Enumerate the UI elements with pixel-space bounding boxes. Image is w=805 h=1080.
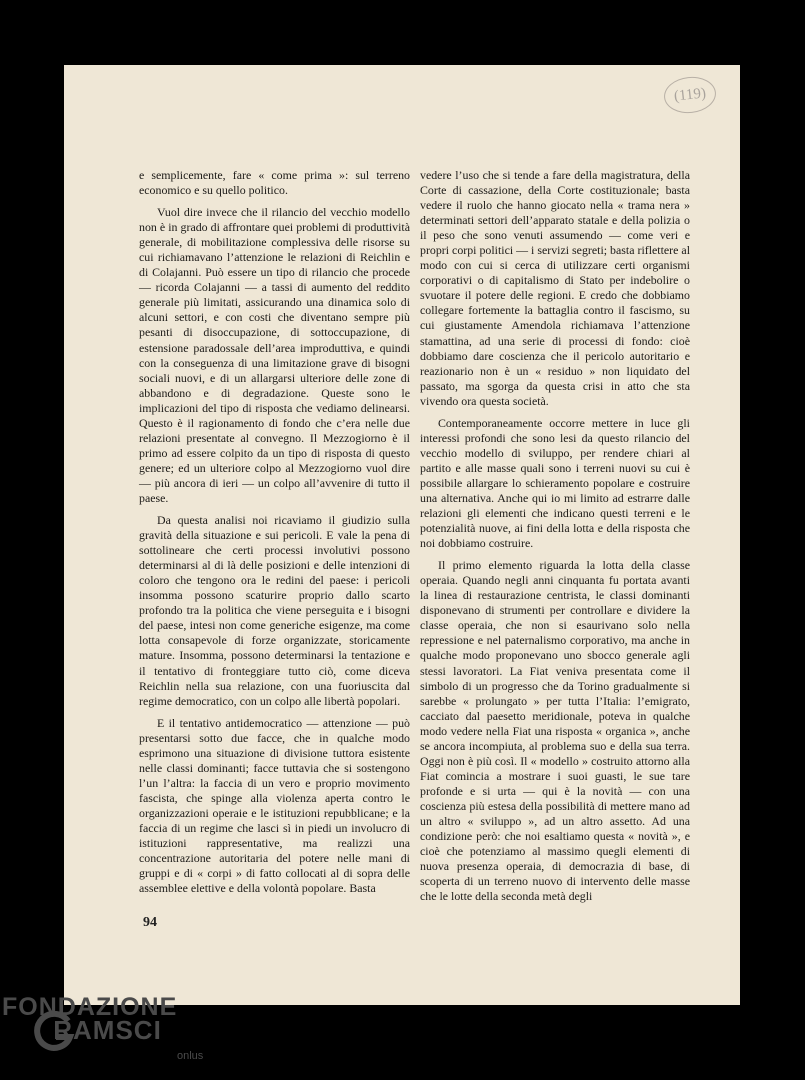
watermark-line2-text: RAMSCI — [53, 1015, 162, 1045]
fondazione-gramsci-watermark — [2, 993, 242, 1077]
paragraph: Il primo elemento riguarda la lotta della classe operaia. Quando negli anni cinquanta fu portata avanti la linea di restaurazione centrista, le classi dominanti disponevano di strumenti per controllare e dividere la classe operaia, che non si esaurivano solo nella repressione e nel paternalismo corporativo, ma anche in qualche modo proponevano uno sbocco generale agli stessi lavoratori. La Fiat veniva presentata come il simbolo di un progresso che da Torino gradualmente si sarebbe « prolungato » per tutta l’Italia: l’emigrato, cacciato dal paesetto meridionale, poteva in qualche modo vedere nella Fiat una risposta « organica », anche se ancora incompiuta, al problema suo e della sua terra. Oggi non è più così. Il « modello » costruito attorno alla Fiat comincia a mostrare i suoi guasti, le sue tare profonde e si urta — qui è la novità — con una coscienza più estesa della possibilità di mettere mano ad un altro « sviluppo », ad un altro assetto. Ad una condizione però: che noi esaltiamo questa « novità », e cioè che potenziamo al massimo quegli elementi di nuova presenza operaia, di democrazia di base, di scoperta di un terreno nuovo di intervento delle masse che le lotte della seconda metà degli — [420, 558, 690, 904]
paragraph: E il tentativo antidemocratico — attenzione — può presentarsi sotto due facce, che in qualche modo esprimono una situazione di divisione tuttora esistente nelle classi dominanti; facce tuttavia che si sostengono l’un l’altra: la faccia di un vero e proprio movimento fascista, che spinge alla violenza aperta contro le organizzazioni operaie e le istituzioni repubblicane; e la faccia di un regime che lasci sì in piedi un involucro di istituzioni rappresentative, ma realizzi una concentrazione autoritaria del potere nelle mani di gruppi e di « corpi » di fatto collocati al di sopra delle assemblee elettive e della volontà popolare. Basta — [139, 715, 410, 896]
archive-stamp: (119) — [662, 74, 717, 115]
watermark-line2 — [32, 1015, 162, 1046]
right-text-column — [420, 168, 690, 911]
document-page — [64, 65, 740, 1005]
paragraph: e semplicemente, fare « come prima »: sul terreno economico e su quello politico. — [139, 168, 410, 198]
paragraph: Da questa analisi noi ricaviamo il giudizio sulla gravità della situazione e sui pericoli. E vale la pena di sottolineare che certi processi involutivi possono determinarsi al di là delle posizioni e delle intenzioni di coloro che tengono ora le redini del paese: i pericoli insomma possono scaturire proprio dallo scarto profondo tra la politica che viene perseguita e i bisogni del paese, intesi non come generiche esigenze, ma come lotta consapevole di forze organizzate, storicamente mature. Insomma, possono determinarsi la tentazione e il tentativo di fronteggiare tutto ciò, come diceva Reichlin nella sua relazione, con una fuoriuscita dal regime democratico, con un colpo alle libertà popolari. — [139, 513, 410, 708]
page-number: 94 — [143, 915, 157, 930]
paragraph: vedere l’uso che si tende a fare della magistratura, della Corte di cassazione, della Corte costituzionale; basta vedere il ruolo che hanno giocato nella « trama nera » determinati settori dell’apparato statale e della polizia o il peso che sono venuti assumendo — come veri e propri corpi politici — i servizi segreti; basta riflettere al modo con cui si cerca di utilizzare certi organismi corporativi o di capitalismo di Stato per indebolire o svuotare il potere delle regioni. E credo che dobbiamo collegare fortemente la battaglia contro il fascismo, su cui giustamente Amendola richiamava l’attenzione stamattina, ad una serie di processi di fondo: cioè dobbiamo dare coscienza che il pericolo autoritario e reazionario non è un « residuo » non liquidato del passato, ma sgorga da questa crisi in atto che sta vivendo ora questa società. — [420, 168, 690, 408]
watermark-suffix: onlus — [177, 1050, 204, 1062]
paragraph: Vuol dire invece che il rilancio del vecchio modello non è in grado di affrontare quei problemi di produttività generale, di mobilitazione complessiva delle risorse su cui richiamavano l’attenzione le relazioni di Reichlin e di Colajanni. Può essere un tipo di rilancio che procede — ricorda Colajanni — a tassi di aumento del reddito generale più limitati, assicurando una dinamica solo di alcuni settori, e con costi che diventano sempre più pesanti di disoccupazione, di sottoccupazione, di estensione paradossale dell’area improduttiva, e quindi con la conseguenza di una limitazione grave di bisogni sociali nuovi, e di un allargarsi ulteriore delle zone di abbandono e di degradazione. Queste sono le implicazioni del tipo di risposta che vediamo delinearsi. Questo è il ragionamento di fondo che c’era nelle due relazioni presentate al convegno. Il Mezzogiorno è il primo ad essere colpito da un tipo di risposta di questo genere; ed un ulteriore colpo al Mezzogiorno vuol dire — più ancora di ieri — un colpo all’avvenire di tutto il paese. — [139, 205, 410, 505]
watermark-line1: FONDAZIONE — [2, 993, 178, 1021]
left-text-column — [139, 168, 410, 903]
paragraph: Contemporaneamente occorre mettere in luce gli interessi profondi che sono lesi da questo rilancio del vecchio modello di sviluppo, per rendere chiari al partito e alle masse quali sono i terreni nuovi su cui è possibile allargare lo schieramento popolare e costruire una alternativa. Anche qui io mi limito ad estrarre dalle relazioni gli elementi che indicano questi terreni e le potenzialità nuove, ai fini della lotta e della risposta che noi dobbiamo costruire. — [420, 415, 690, 551]
